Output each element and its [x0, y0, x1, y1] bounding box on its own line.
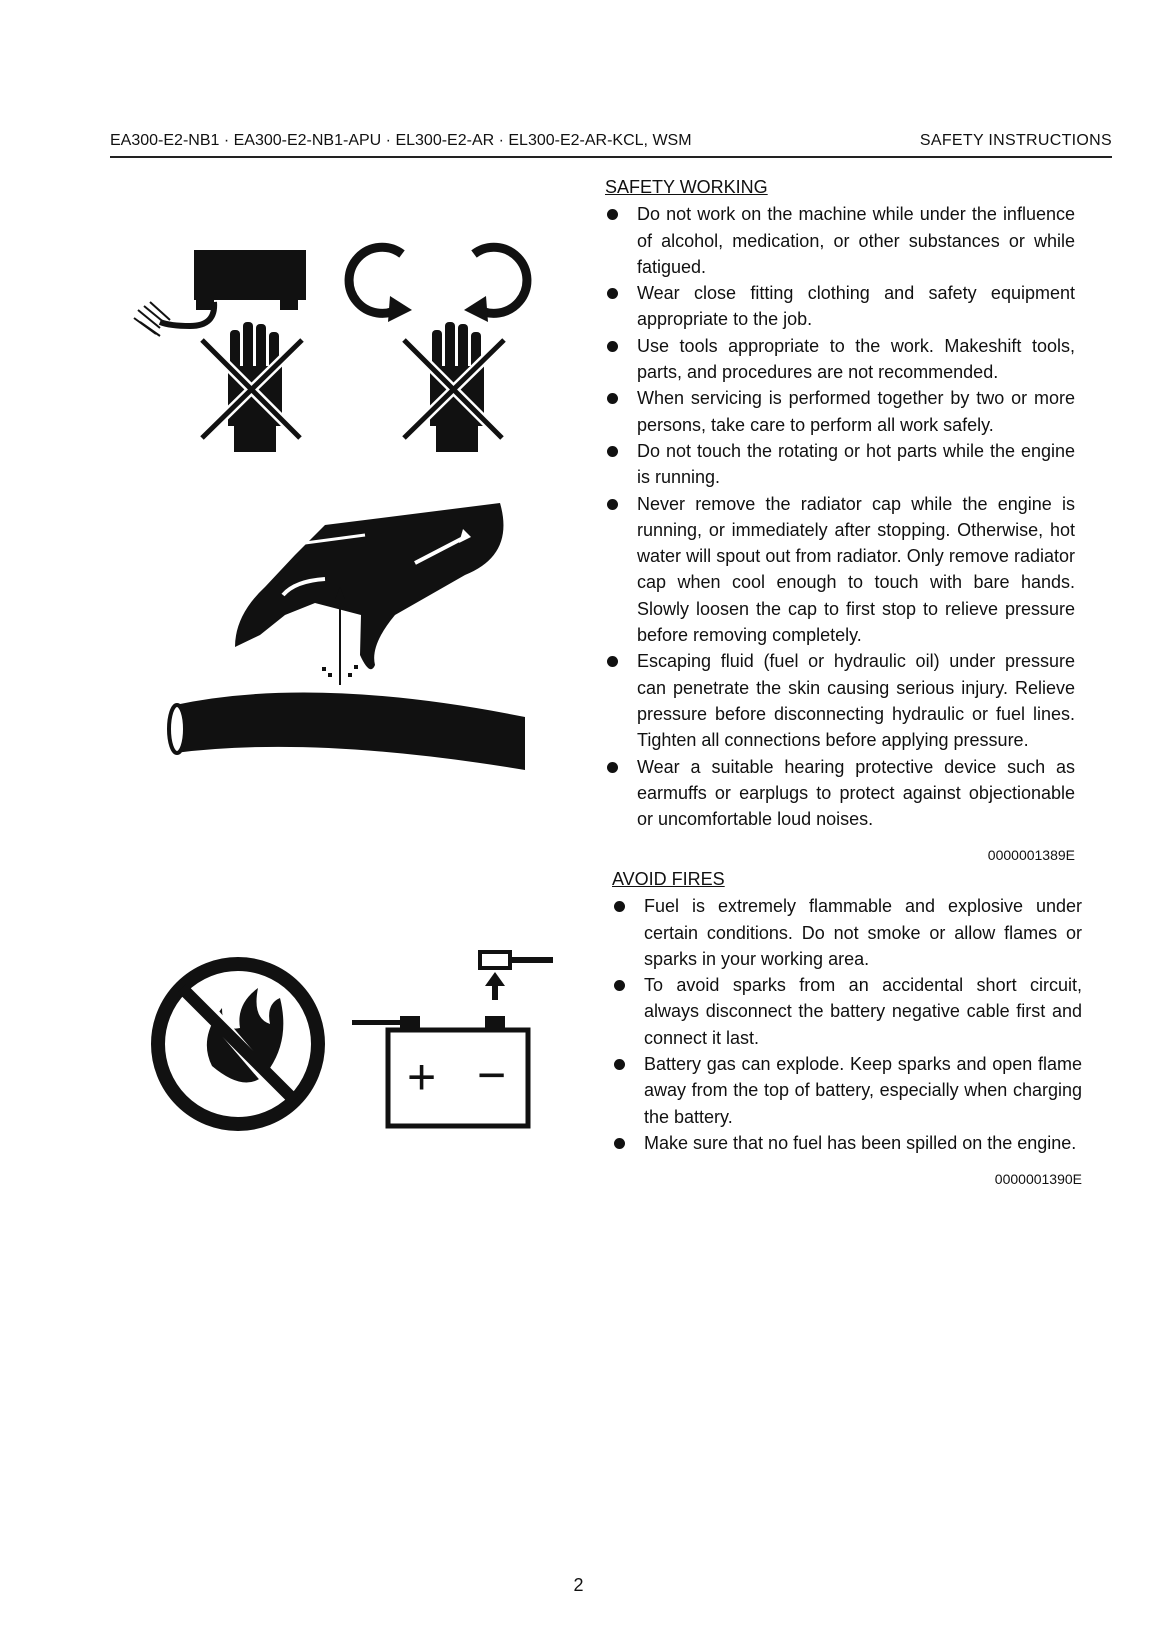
list-item: To avoid sparks from an accidental short circuit, always disconnect the battery negative cable first and connect it last. [612, 972, 1082, 1051]
bullet-icon [607, 209, 618, 220]
bullet-icon [614, 1138, 625, 1149]
bullet-icon [614, 901, 625, 912]
bullet-icon [607, 393, 618, 404]
list-item: Wear a suitable hearing protective device such as earmuffs or earplugs to protect against objectionable or uncomfortable loud noises. [605, 754, 1075, 833]
bullet-icon [614, 1059, 625, 1070]
list-item: Wear close fitting clothing and safety equipment appropriate to the job. [605, 280, 1075, 333]
list-item: Fuel is extremely flammable and explosive under certain conditions. Do not smoke or allow flames or sparks in your working area. [612, 893, 1082, 972]
list-item: Make sure that no fuel has been spilled on the engine. [612, 1130, 1082, 1156]
prohibited-hand-icon-right [404, 322, 504, 452]
page-header [110, 130, 1112, 158]
bullet-icon [614, 980, 625, 991]
header-models: EA300-E2-NB1 · EA300-E2-NB1-APU · EL300-E2-AR · EL300-E2-AR-KCL, WSM [110, 132, 692, 149]
prohibited-hand-icon-left [202, 322, 302, 452]
avoid-fires-code: 0000001390E [994, 1171, 1082, 1188]
pressurized-fluid-figure [165, 495, 535, 780]
bullet-icon [607, 446, 618, 457]
bullet-icon [607, 762, 618, 773]
list-item: When servicing is performed together by two or more persons, take care to perform all work safely. [605, 385, 1075, 438]
list-item: Use tools appropriate to the work. Makeshift tools, parts, and procedures are not recommended. [605, 333, 1075, 386]
no-fire-battery-figure [140, 948, 560, 1133]
list-item: Do not work on the machine while under the influence of alcohol, medication, or other substances or while fatigued. [605, 201, 1075, 280]
header-section: SAFETY INSTRUCTIONS [919, 132, 1112, 149]
hot-rotating-parts-figure [130, 230, 560, 460]
safety-working-section [605, 174, 1075, 869]
list-item: Escaping fluid (fuel or hydraulic oil) under pressure can penetrate the skin causing serious injury. Relieve pressure before disconnecting hydraulic or fuel lines. Tighten all connections before applying pressure. [605, 648, 1075, 753]
battery-icon [352, 952, 553, 1126]
avoid-fires-section [612, 866, 1082, 1193]
page-number: 2 [573, 1575, 584, 1595]
bullet-icon [607, 341, 618, 352]
no-flame-icon [158, 964, 318, 1124]
avoid-fires-list [612, 893, 1082, 1156]
avoid-fires-title: AVOID FIRES [612, 869, 725, 889]
bullet-icon [607, 499, 618, 510]
list-item: Battery gas can explode. Keep sparks and open flame away from the top of battery, especially when charging the battery. [612, 1051, 1082, 1130]
list-item: Never remove the radiator cap while the engine is running, or immediately after stopping. Otherwise, hot water will spout out from radiator. Only remove radiator cap when cool enough to touch with bare hands. Slowly loosen the cap to first stop to relieve pressure before removing completely. [605, 491, 1075, 649]
bullet-icon [607, 656, 618, 667]
safety-working-code: 0000001389E [987, 847, 1075, 864]
battery-minus-label: − [477, 1047, 507, 1103]
safety-working-title: SAFETY WORKING [605, 177, 768, 197]
battery-plus-label: + [407, 1049, 437, 1105]
safety-working-list [605, 201, 1075, 832]
list-item: Do not touch the rotating or hot parts while the engine is running. [605, 438, 1075, 491]
bullet-icon [607, 288, 618, 299]
